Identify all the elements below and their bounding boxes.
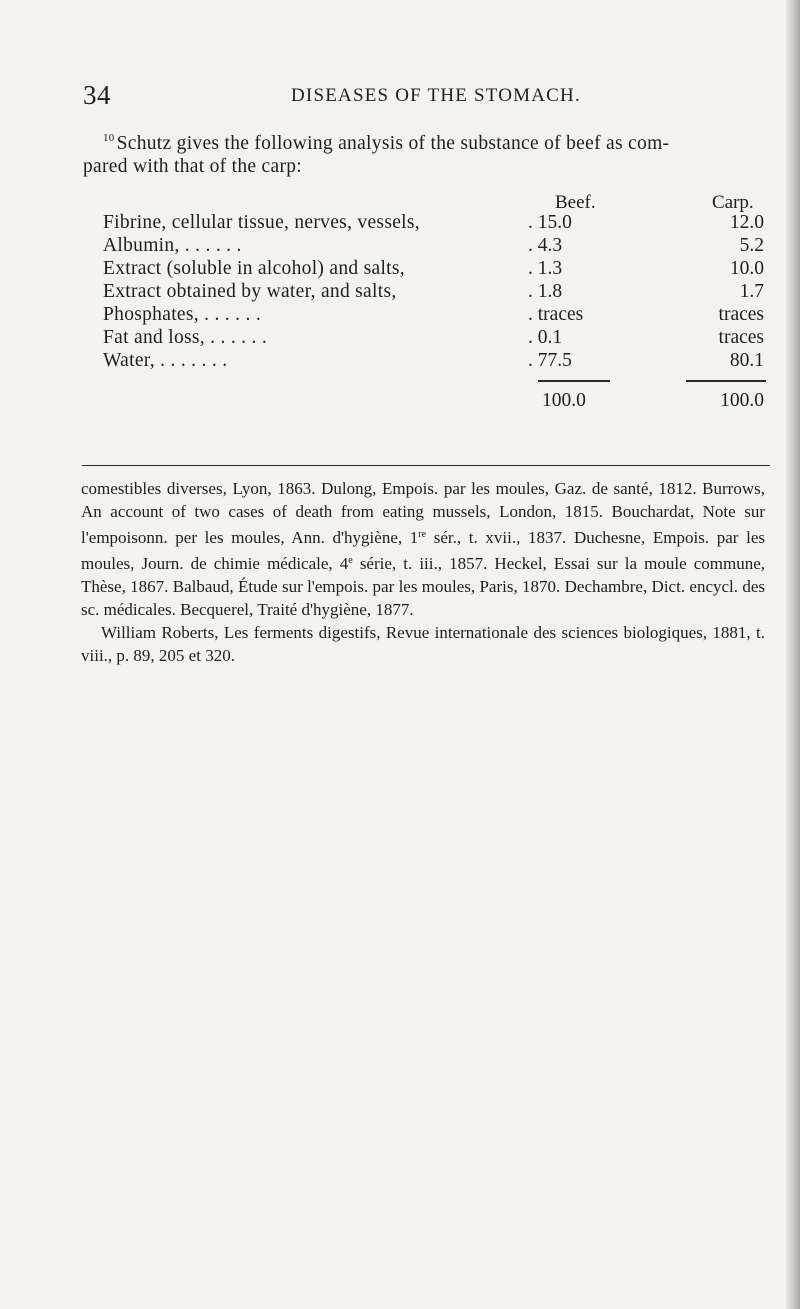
- reference-text: sér., t. xvii., 1837. Duchesne, Empois. par les moules, Journ. de chimie médicale, 4: [81, 528, 766, 573]
- reference-text: série, t. iii., 1857. Heckel, Essai sur la moule commune, Thèse, 1867. Balbaud, Étude sur l'empois. par les moules, Paris, 1870. Dechambre, Dict. encycl. des sc. médicales. Becquerel, Traité d'hygiène, 1877.: [81, 554, 765, 619]
- table-cell-carp: 5.2: [739, 235, 764, 256]
- table-row-label: Fat and loss, . . . . . .: [103, 327, 268, 348]
- table-cell-beef: . traces: [528, 304, 584, 325]
- table-cell-beef: . 0.1: [528, 327, 563, 348]
- table-cell-beef: . 77.5: [528, 350, 572, 371]
- column-header-beef: Beef.: [555, 192, 596, 213]
- table-cell-carp: traces: [718, 304, 764, 325]
- footnote-mark: 10: [103, 132, 115, 144]
- table-cell-carp: 80.1: [729, 350, 764, 371]
- table-total-beef: 100.0: [542, 390, 586, 411]
- running-title: DISEASES OF THE STOMACH.: [291, 85, 581, 106]
- reference-text: comestibles diverses, Lyon, 1863. Dulong, Empois. par les moules, Gaz. de santé, 1812. Burrows, An account of two cases of death from eating mussels, London, 1815. Bouchardat, Note sur l'empoisonn. per les moules, Ann. d'hygiène, 1: [81, 479, 765, 547]
- table-cell-beef: . 1.3: [528, 258, 563, 279]
- footnote-line-2: pared with that of the carp:: [83, 156, 303, 177]
- table-row-label: Phosphates, . . . . . .: [103, 304, 262, 325]
- table-row-label: Extract (soluble in alcohol) and salts,: [103, 258, 405, 279]
- sum-rule-carp: [686, 380, 766, 382]
- table-cell-beef: . 15.0: [528, 212, 572, 233]
- reference-superscript: e: [348, 555, 353, 566]
- table-cell-carp: 1.7: [739, 281, 764, 302]
- footnote-divider: [82, 465, 770, 466]
- references-paragraph-1: [81, 477, 765, 621]
- table-row-label: Water, . . . . . . .: [103, 350, 228, 371]
- column-header-carp: Carp.: [712, 192, 754, 213]
- page-number: 34: [83, 80, 111, 110]
- table-row-label: Extract obtained by water, and salts,: [103, 281, 397, 302]
- table-cell-carp: 12.0: [729, 212, 764, 233]
- table-cell-beef: . 4.3: [528, 235, 563, 256]
- table-row-label: Fibrine, cellular tissue, nerves, vessels,: [103, 212, 420, 233]
- table-total-carp: 100.0: [720, 390, 764, 411]
- table-row-label: Albumin, . . . . . .: [103, 235, 242, 256]
- reference-superscript: re: [418, 529, 427, 540]
- table-cell-carp: traces: [718, 327, 764, 348]
- table-cell-carp: 10.0: [729, 258, 764, 279]
- sum-rule-beef: [538, 380, 610, 382]
- references-paragraph-2: William Roberts, Les ferments digestifs, Revue internationale des sciences biologiques, 1881, t. viii., p. 89, 205 et 320.: [81, 623, 765, 665]
- footnote-line-1: Schutz gives the following analysis of the substance of beef as com-: [116, 133, 670, 154]
- references-block: [81, 477, 765, 667]
- table-cell-beef: . 1.8: [528, 281, 563, 302]
